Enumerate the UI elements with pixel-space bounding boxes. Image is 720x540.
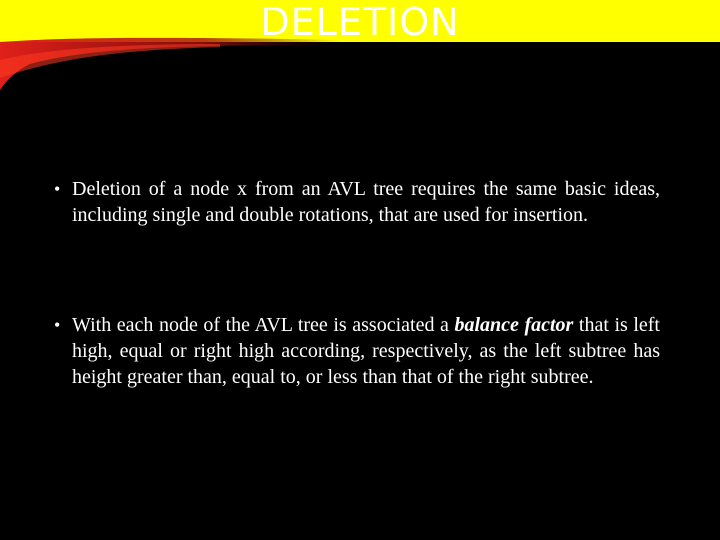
bullet-list [54, 176, 660, 390]
slide-title: DELETION [260, 0, 460, 42]
bullet-marker: • [54, 315, 61, 335]
bullet-item [54, 176, 660, 228]
red-swoosh-decoration [0, 34, 340, 94]
bullet-text-start: With each node of the AVL tree is associated a [72, 314, 455, 336]
bullet-marker: • [54, 179, 61, 199]
bullet-text: Deletion of a node x from an AVL tree requires the same basic ideas, including single and double rotations, that are used for insertion. [72, 178, 660, 226]
balance-factor-term: balance factor [454, 314, 574, 336]
bullet-item [54, 312, 660, 390]
bullet-text-end: that is left high, equal or right high according, respectively, as the left subtree has height greater than, equal to, or less than that of the right subtree. [72, 314, 660, 388]
